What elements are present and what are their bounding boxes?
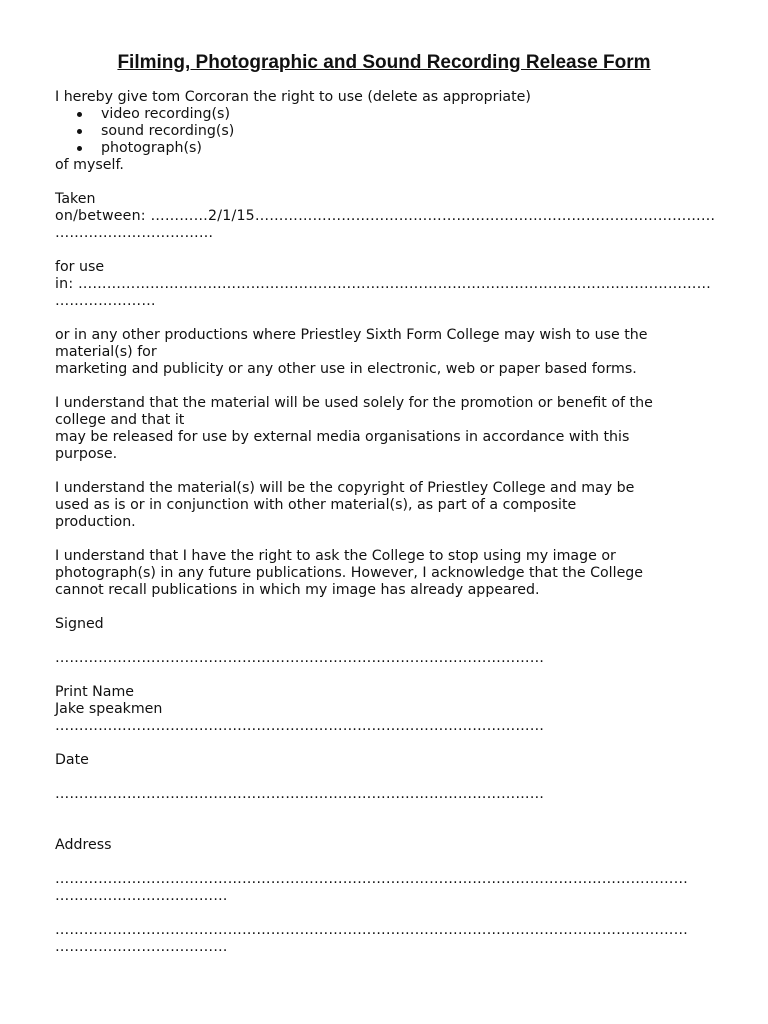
list-item (55, 123, 715, 140)
list-item (55, 140, 715, 157)
paragraph-productions: or in any other productions where Priestley Sixth Form College may wish to use the (55, 327, 648, 343)
paragraph-productions-2: material(s) for (55, 344, 157, 360)
paragraph-promotion-2: college and that it (55, 412, 185, 428)
address-field-2: …………………………………………………………………………………………………………………… (55, 922, 689, 938)
form-body (55, 89, 715, 956)
paragraph-rights-2: photograph(s) in any future publications. However, I acknowledge that the College (55, 565, 644, 581)
address-field-1: …………………………………………………………………………………………………………………… (55, 871, 689, 887)
address-label: Address (55, 837, 112, 853)
print-name-value: Jake speakmen (55, 701, 163, 717)
list-item (55, 106, 715, 123)
paragraph-rights: I understand that I have the right to ask the College to stop using my image or (55, 548, 616, 564)
for-use-field: in: …………………………………………………………………………………………………………………… (55, 276, 712, 292)
print-name-label: Print Name (55, 684, 135, 700)
print-name-field: ………………………………………………………………………………………… (55, 718, 545, 734)
paragraph-copyright-3: production. (55, 514, 136, 530)
paragraph-copyright: I understand the material(s) will be the copyright of Priestley College and may be (55, 480, 635, 496)
media-options-list (55, 106, 715, 157)
taken-date-field-cont: …………………………… (55, 225, 214, 241)
paragraph-productions-3: marketing and publicity or any other use in electronic, web or paper based forms. (55, 361, 637, 377)
paragraph-promotion-4: purpose. (55, 446, 118, 462)
for-use-field-cont: ………………… (55, 293, 156, 309)
of-myself-text: of myself. (55, 157, 124, 173)
paragraph-copyright-2: used as is or in conjunction with other material(s), as part of a composite (55, 497, 577, 513)
address-field-2-cont: ……………………………… (55, 939, 228, 955)
address-field-1-cont: ……………………………… (55, 888, 228, 904)
option-video: video recording(s) (101, 106, 230, 122)
form-title: Filming, Photographic and Sound Recording Release Form (117, 52, 651, 73)
bullet-icon (77, 129, 82, 134)
signed-label: Signed (55, 616, 104, 632)
taken-date-field: on/between: …………2/1/15…………………………………………………………………………………… (55, 208, 715, 224)
signature-field: ………………………………………………………………………………………… (55, 650, 545, 666)
taken-label: Taken (55, 191, 96, 207)
paragraph-promotion: I understand that the material will be used solely for the promotion or benefit of the (55, 395, 653, 411)
option-photo: photograph(s) (101, 140, 202, 156)
bullet-icon (77, 146, 82, 151)
date-label: Date (55, 752, 89, 768)
bullet-icon (77, 112, 82, 117)
date-field: ………………………………………………………………………………………… (55, 786, 545, 802)
option-sound: sound recording(s) (101, 123, 235, 139)
intro-text: I hereby give tom Corcoran the right to use (delete as appropriate) (55, 89, 531, 105)
paragraph-promotion-3: may be released for use by external media organisations in accordance with this (55, 429, 630, 445)
for-use-label: for use (55, 259, 105, 275)
paragraph-rights-3: cannot recall publications in which my image has already appeared. (55, 582, 540, 598)
